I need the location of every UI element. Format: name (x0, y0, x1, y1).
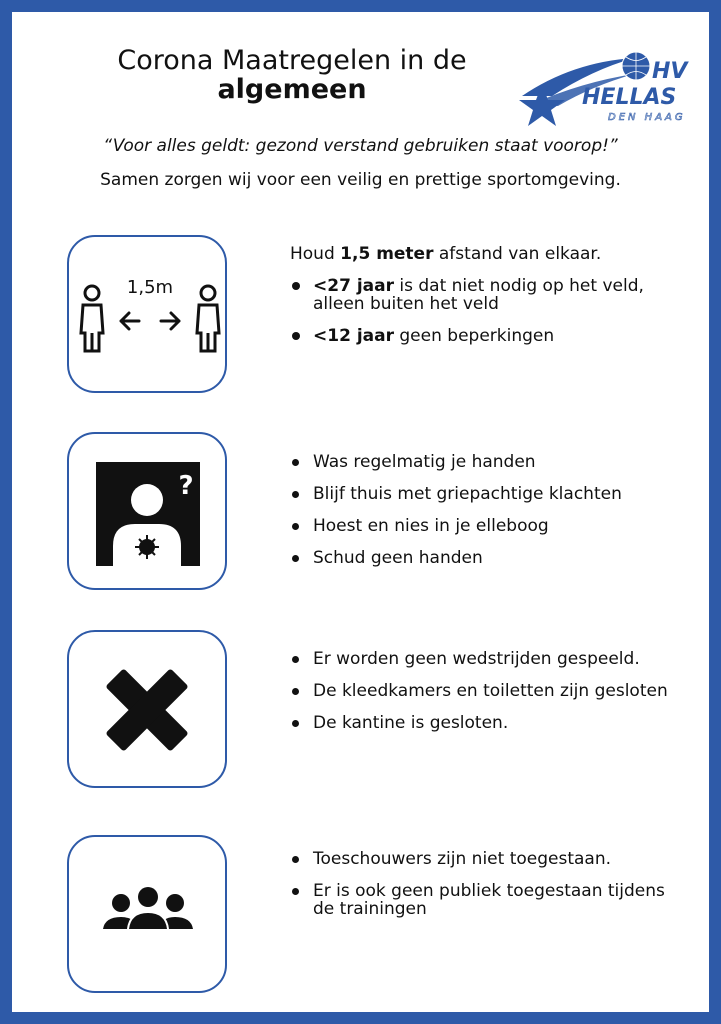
sick-person-virus-icon (69, 434, 224, 587)
poster (12, 12, 709, 1012)
closed-list (290, 650, 680, 746)
svg-text:?: ? (178, 471, 194, 501)
cross-icon (69, 632, 224, 785)
distance-lead: Houd 1,5 meter afstand van elkaar. (290, 244, 602, 264)
title-line-2: algemeen (217, 74, 367, 105)
logo-name: HELLAS (582, 85, 677, 110)
list-item: Hoest en nies in je elleboog (290, 517, 680, 535)
list-item: Was regelmatig je handen (290, 453, 680, 471)
group-people-icon (69, 837, 224, 990)
distance-panel (67, 235, 227, 393)
list-item: <12 jaar geen beperkingen (290, 327, 680, 345)
hv-hellas-logo (512, 44, 702, 128)
spectators-list (290, 850, 680, 932)
distance-list (290, 245, 680, 359)
list-item: Schud geen handen (290, 549, 680, 567)
quote: “Voor alles geldt: gezond verstand gebruiken staat voorop!” (103, 136, 618, 156)
distance-people-icon (69, 237, 224, 390)
logo-initials: HV (652, 59, 688, 84)
closed-panel (67, 630, 227, 788)
list-item: Toeschouwers zijn niet toegestaan. (290, 850, 680, 868)
list-item: De kleedkamers en toiletten zijn gesloten (290, 682, 680, 700)
logo-city: DEN HAAG (608, 112, 686, 123)
hygiene-list (290, 453, 680, 581)
list-item: <27 jaar is dat niet nodig op het veld, alleen buiten het veld (290, 277, 680, 313)
distance-label: 1,5m (126, 277, 174, 298)
list-item: Er is ook geen publiek toegestaan tijdens de trainingen (290, 882, 680, 918)
list-item: Er worden geen wedstrijden gespeeld. (290, 650, 680, 668)
logo-graphic (512, 44, 702, 128)
list-item: De kantine is gesloten. (290, 714, 680, 732)
hygiene-panel (67, 432, 227, 590)
subtitle: Samen zorgen wij voor een veilig en prettige sportomgeving. (100, 170, 621, 190)
spectators-panel (67, 835, 227, 993)
title-line-1: Corona Maatregelen in de (117, 45, 467, 76)
page-title (72, 46, 512, 104)
list-item: Blijf thuis met griepachtige klachten (290, 485, 680, 503)
